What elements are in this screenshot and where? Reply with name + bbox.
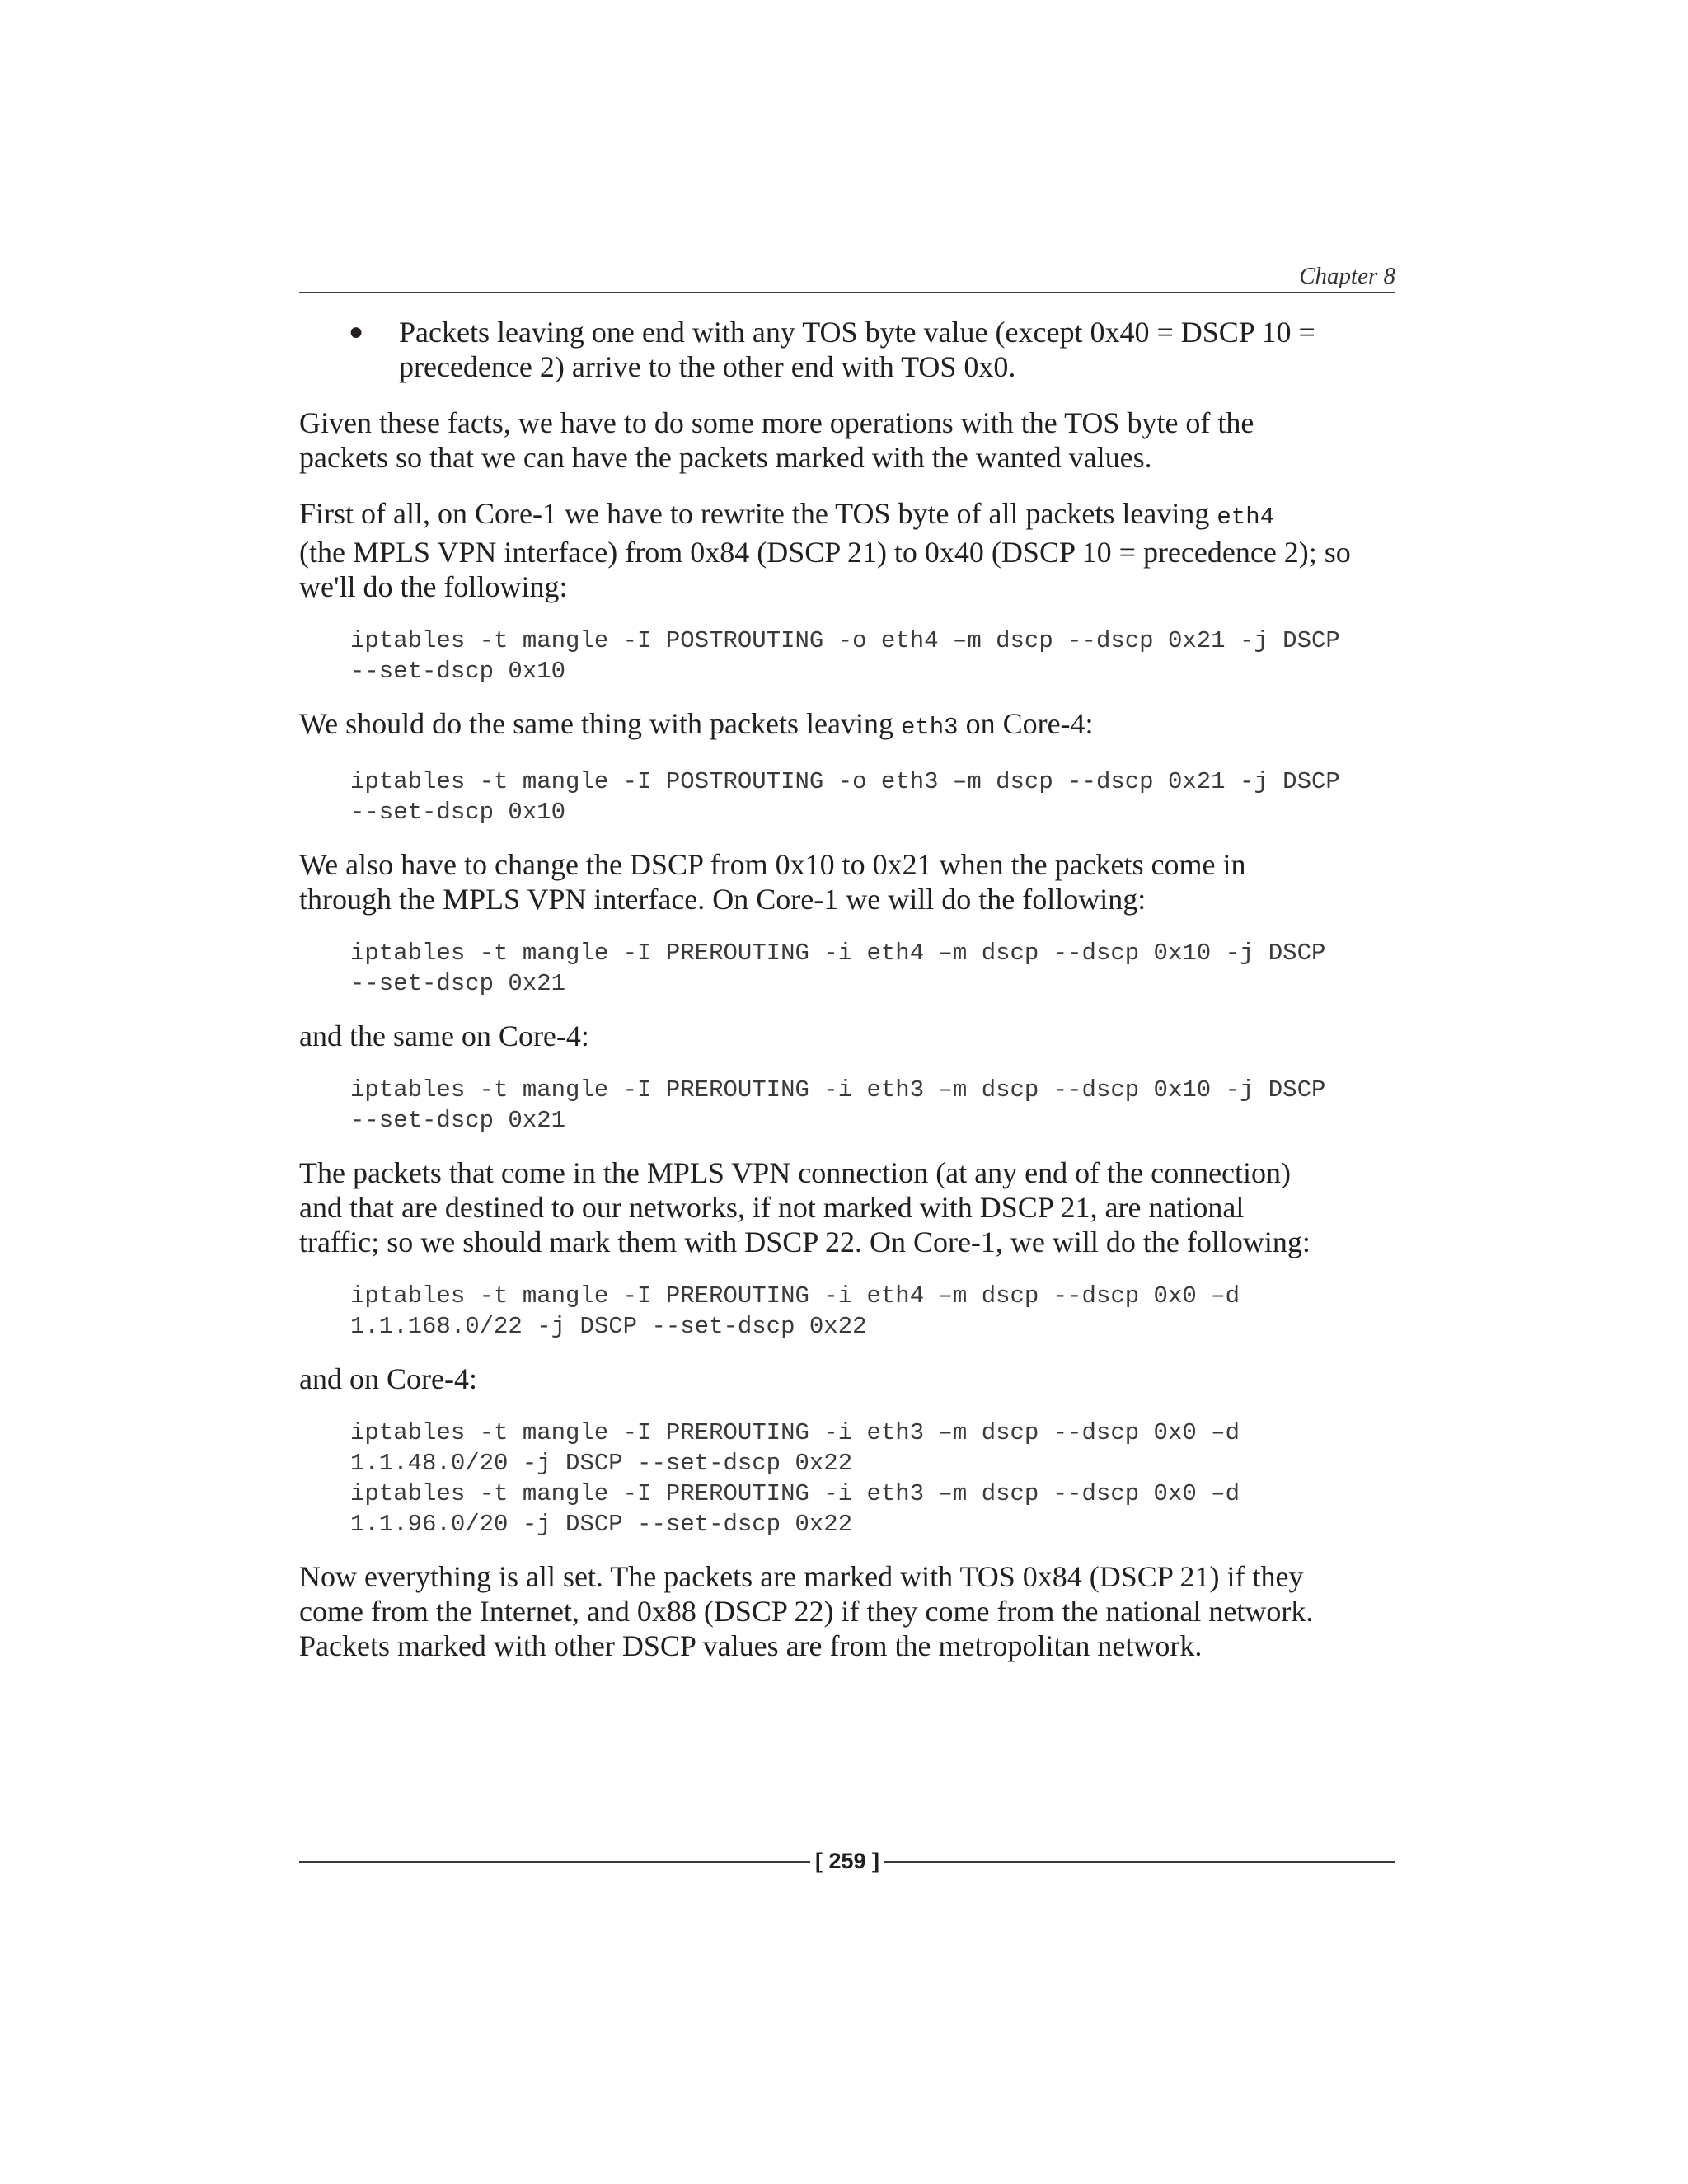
inline-code-eth4: eth4 [1217,504,1275,531]
paragraph-2-text-start: First of all, on Core-1 we have to rewrite the TOS byte of all packets leaving [299,497,1217,530]
code-block-2: iptables -t mangle -I POSTROUTING -o eth3 –m dscp --dscp 0x21 -j DSCP --set-dscp 0x10 [350,768,1340,826]
page-header [299,262,1395,293]
code-block-3: iptables -t mangle -I PREROUTING -i eth4 –m dscp --dscp 0x10 -j DSCP --set-dscp 0x21 [350,940,1326,997]
chapter-label: Chapter 8 [1299,263,1395,289]
inline-code-eth3: eth3 [900,714,959,741]
bullet-item [299,315,1395,384]
bullet-text: Packets leaving one end with any TOS byte value (except 0x40 = DSCP 10 = precedence 2) arrive to the other end with TOS 0x0. [399,316,1315,383]
code-block-5: iptables -t mangle -I PREROUTING -i eth4 –m dscp --dscp 0x0 –d 1.1.168.0/22 -j DSCP --set-dscp 0x22 [350,1282,1240,1340]
paragraph-6: The packets that come in the MPLS VPN connection (at any end of the connection) and that are destined to our networks, if not marked with DSCP 21, are national traffic; so we should mark them with DSCP 22. On Core-1, we will do the following: [299,1156,1311,1258]
code-block-4: iptables -t mangle -I PREROUTING -i eth3 –m dscp --dscp 0x10 -j DSCP --set-dscp 0x21 [350,1076,1326,1134]
page-footer [299,1844,1395,1877]
page-body [299,315,1395,1685]
paragraph-4: We also have to change the DSCP from 0x10 to 0x21 when the packets come in through the MPLS VPN interface. On Core-1 we will do the following: [299,848,1246,916]
footer-rule-right [884,1861,1395,1863]
paragraph-1: Given these facts, we have to do some more operations with the TOS byte of the packets so that we can have the packets marked with the wanted values. [299,406,1254,474]
paragraph-2 [299,496,1395,604]
paragraph-3-text-end: on Core-4: [958,707,1094,740]
paragraph-8: Now everything is all set. The packets are marked with TOS 0x84 (DSCP 21) if they come from the Internet, and 0x88 (DSCP 22) if they come from the national network. Packets marked with other DSCP values are from the metropolitan network. [299,1560,1314,1662]
paragraph-3-text-start: We should do the same thing with packets leaving [299,707,901,740]
paragraph-2-text-end: (the MPLS VPN interface) from 0x84 (DSCP 21) to 0x40 (DSCP 10 = precedence 2); so we'll do the following: [299,536,1351,603]
paragraph-3 [299,706,1395,745]
code-block-1: iptables -t mangle -I POSTROUTING -o eth4 –m dscp --dscp 0x21 -j DSCP --set-dscp 0x10 [350,627,1340,685]
bullet-icon: ● [349,318,364,345]
code-block-6: iptables -t mangle -I PREROUTING -i eth3 –m dscp --dscp 0x0 –d 1.1.48.0/20 -j DSCP --set-dscp 0x22 iptables -t mangle -I PREROUTING -i eth3 –m dscp --dscp 0x0 –d 1.1.96.0/20 -j DSCP --set-dscp 0x22 [350,1419,1240,1538]
page-number: [ 259 ] [814,1849,880,1873]
paragraph-5: and the same on Core-4: [299,1019,589,1052]
paragraph-7: and on Core-4: [299,1362,477,1395]
